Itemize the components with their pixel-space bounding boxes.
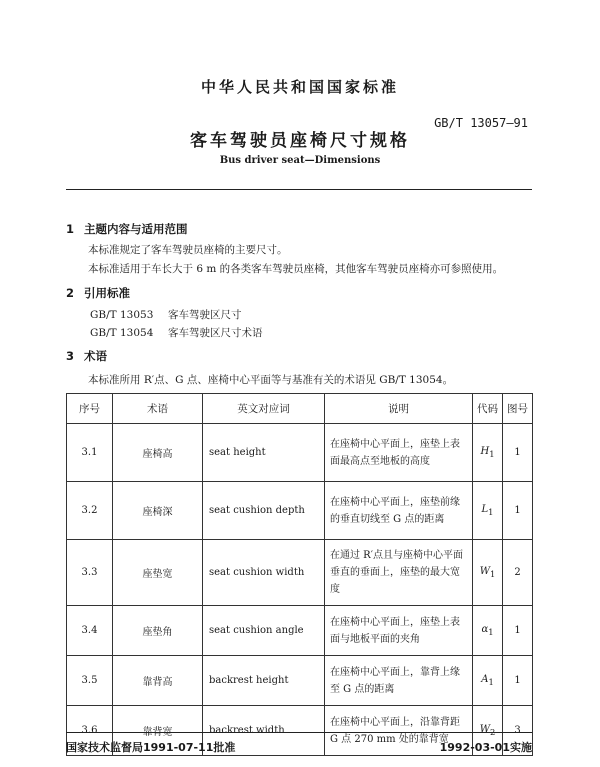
term-code [473,482,503,540]
row-number: 3.6 [67,706,113,756]
column-header: 序号 [67,394,113,424]
term-description: 在座椅中心平面上，座垫上表面最高点至地板的高度 [325,424,473,482]
term-cn: 座垫角 [113,606,203,656]
section-3-intro: 本标准所用 R′点、G 点、座椅中心平面等与基准有关的术语见 GB/T 13054。 [88,374,454,386]
row-number: 3.3 [67,540,113,606]
table-row [67,540,533,606]
reference-code: GB/T 13053 [90,309,154,321]
section-title: 主题内容与适用范围 [84,222,188,236]
figure-number: 1 [503,656,533,706]
approval-line: 国家技术监督局1991-07-11批准 [66,741,236,754]
code-subscript: 2 [489,727,496,737]
column-header: 术语 [113,394,203,424]
term-description: 在座椅中心平面上，沿靠背距 G 点 270 mm 处的靠背宽 [325,706,473,756]
term-description: 在通过 R′点且与座椅中心平面垂直的垂面上，座垫的最大宽度 [325,540,473,606]
figure-number: 2 [503,540,533,606]
document-title-english: Bus driver seat—Dimensions [219,155,381,166]
section-title: 术语 [84,349,107,363]
section-1-paragraph-1: 本标准规定了客车驾驶员座椅的主要尺寸。 [88,244,288,256]
term-cn: 靠背宽 [113,706,203,756]
reference-code: GB/T 13054 [90,327,154,339]
reference-name: 客车驾驶区尺寸 [168,309,242,321]
code-subscript: 1 [488,507,494,517]
section-1-heading [66,221,188,237]
term-code [473,540,503,606]
code-subscript: 1 [488,627,494,637]
reference-item [90,307,242,322]
implementation-date: 1992-03-01实施 [439,741,532,754]
standard-number: GB/T 13057—91 [434,116,528,130]
term-description: 在座椅中心平面上，靠背上缘至 G 点的距离 [325,656,473,706]
row-number: 3.5 [67,656,113,706]
term-cn: 座椅深 [113,482,203,540]
section-1-paragraph-2: 本标准适用于车长大于 6 m 的各类客车驾驶员座椅，其他客车驾驶员座椅亦可参照使用。 [88,263,504,275]
terms-table [66,393,533,756]
term-en: seat cushion width [203,540,325,606]
national-standard-heading: 中华人民共和国国家标准 [200,78,399,96]
table-row [67,656,533,706]
section-number: 1 [66,222,75,236]
row-number: 3.2 [67,482,113,540]
code-symbol: A [481,674,489,685]
figure-number: 3 [503,706,533,756]
column-header: 图号 [503,394,533,424]
term-code [473,606,503,656]
figure-number: 1 [503,482,533,540]
code-subscript: 1 [489,569,496,579]
section-number: 2 [66,286,75,300]
code-subscript: 1 [488,677,494,687]
header-divider [66,189,532,190]
code-symbol: L [481,504,489,515]
table-row [67,606,533,656]
term-en: backrest height [203,656,325,706]
figure-number: 1 [503,606,533,656]
row-number: 3.4 [67,606,113,656]
term-en: backrest width [203,706,325,756]
column-header: 代码 [473,394,503,424]
term-en: seat cushion angle [203,606,325,656]
term-cn: 靠背高 [113,656,203,706]
code-symbol: W [479,566,490,577]
code-subscript: 1 [489,449,495,459]
column-header: 英文对应词 [203,394,325,424]
section-3-heading [66,348,107,364]
table-header-row [67,394,533,424]
figure-number: 1 [503,424,533,482]
term-en: seat cushion depth [203,482,325,540]
row-number: 3.1 [67,424,113,482]
term-code [473,656,503,706]
reference-name: 客车驾驶区尺寸术语 [168,327,263,339]
section-2-heading [66,285,130,301]
term-cn: 座垫宽 [113,540,203,606]
code-symbol: H [480,446,490,457]
section-title: 引用标准 [84,286,130,300]
term-cn: 座椅高 [113,424,203,482]
document-title: 客车驾驶员座椅尺寸规格 [190,131,410,151]
table-row [67,424,533,482]
term-description: 在座椅中心平面上，座垫上表面与地板平面的夹角 [325,606,473,656]
table-row [67,482,533,540]
term-en: seat height [203,424,325,482]
term-description: 在座椅中心平面上，座垫前缘的垂直切线至 G 点的距离 [325,482,473,540]
code-symbol: W [479,724,490,735]
code-symbol: α [481,624,489,635]
footer-divider [66,732,532,733]
column-header: 说明 [325,394,473,424]
reference-item [90,325,263,340]
section-number: 3 [66,349,75,363]
term-code [473,424,503,482]
